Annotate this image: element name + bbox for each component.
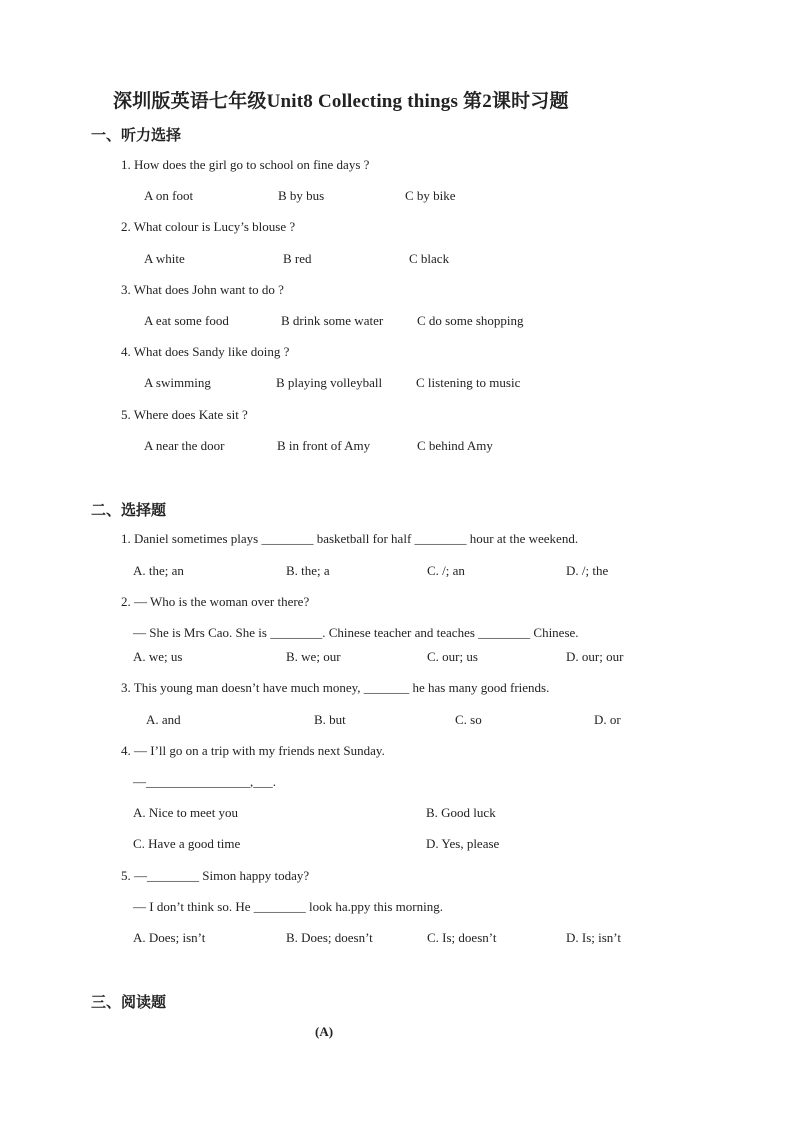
section-heading-choice: 二、选择题 [91, 503, 167, 519]
choice-option-c: C. /; an [427, 563, 465, 578]
listening-question: 5. Where does Kate sit ? [121, 407, 248, 422]
listening-question: 2. What colour is Lucy’s blouse ? [121, 219, 296, 234]
choice-question: 1. Daniel sometimes plays ________ basketball for half ________ hour at the weekend. [121, 531, 579, 546]
listening-option-b: B drink some water [281, 313, 384, 328]
section-heading-reading: 三、阅读题 [91, 995, 167, 1011]
reading-passage-label: (A) [315, 1024, 334, 1039]
listening-option-b: B red [283, 251, 312, 266]
choice-option-d: D. or [594, 712, 621, 727]
listening-option-a: A white [144, 251, 185, 266]
choice-question: 3. This young man doesn’t have much money, _______ he has many good friends. [121, 680, 550, 695]
choice-question-line2: —________________,___. [133, 774, 276, 789]
choice-option-b: B. we; our [286, 649, 341, 664]
listening-option-b: B in front of Amy [277, 438, 371, 453]
choice-question: 5. —________ Simon happy today? [121, 868, 310, 883]
choice-option-c: C. Is; doesn’t [427, 930, 497, 945]
listening-option-b: B by bus [278, 188, 325, 203]
choice-option-a: A. Nice to meet you [133, 805, 239, 820]
listening-option-c: C listening to music [416, 375, 521, 390]
listening-option-c: C behind Amy [417, 438, 493, 453]
choice-question: 2. — Who is the woman over there? [121, 594, 310, 609]
choice-question: 4. — I’ll go on a trip with my friends next Sunday. [121, 743, 385, 758]
listening-question: 4. What does Sandy like doing ? [121, 344, 290, 359]
listening-question: 1. How does the girl go to school on fine days ? [121, 157, 370, 172]
choice-option-b: B. the; a [286, 563, 330, 578]
choice-option-d: D. our; our [566, 649, 624, 664]
choice-question-line2: — She is Mrs Cao. She is ________. Chinese teacher and teaches ________ Chinese. [133, 625, 579, 640]
listening-question: 3. What does John want to do ? [121, 282, 284, 297]
choice-option-c: C. so [455, 712, 482, 727]
choice-option-a: A. and [146, 712, 181, 727]
listening-option-a: A eat some food [144, 313, 229, 328]
choice-option-b: B. Good luck [426, 805, 496, 820]
choice-option-a: A. we; us [133, 649, 183, 664]
listening-option-a: A swimming [144, 375, 211, 390]
choice-option-a: A. the; an [133, 563, 184, 578]
choice-option-b: B. Does; doesn’t [286, 930, 373, 945]
choice-option-d: D. Yes, please [426, 836, 500, 851]
choice-option-c: C. Have a good time [133, 836, 241, 851]
listening-option-c: C black [409, 251, 450, 266]
choice-option-b: B. but [314, 712, 346, 727]
choice-option-d: D. Is; isn’t [566, 930, 622, 945]
choice-option-c: C. our; us [427, 649, 478, 664]
listening-option-c: C by bike [405, 188, 456, 203]
section-heading-listening: 一、听力选择 [91, 128, 182, 144]
listening-option-b: B playing volleyball [276, 375, 383, 390]
choice-option-a: A. Does; isn’t [133, 930, 206, 945]
listening-option-c: C do some shopping [417, 313, 524, 328]
page-title: 深圳版英语七年级Unit8 Collecting things 第2课时习题 [113, 91, 569, 112]
listening-option-a: A on foot [144, 188, 194, 203]
choice-question-line2: — I don’t think so. He ________ look ha.ppy this morning. [133, 899, 443, 914]
choice-option-d: D. /; the [566, 563, 609, 578]
listening-option-a: A near the door [144, 438, 225, 453]
